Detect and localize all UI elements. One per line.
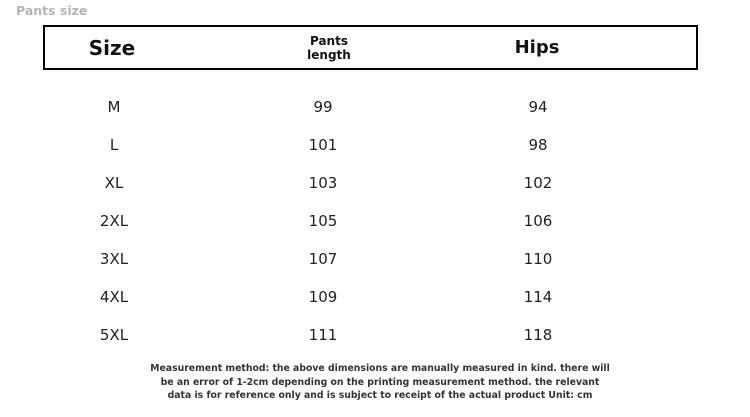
size-cell: 5XL <box>99 326 129 344</box>
header-size: Size <box>88 35 136 60</box>
hips-cell: 98 <box>528 136 548 154</box>
length-cell: 101 <box>308 136 338 154</box>
size-cell: 2XL <box>99 212 129 230</box>
size-table-header <box>43 25 698 70</box>
hips-cell: 106 <box>523 212 553 230</box>
hips-cell: 94 <box>528 98 548 116</box>
table-row <box>0 88 750 126</box>
table-row <box>0 278 750 316</box>
size-cell: L <box>109 136 119 154</box>
size-cell: 4XL <box>99 288 129 306</box>
header-hips: Hips <box>514 37 560 58</box>
size-cell: M <box>107 98 121 116</box>
length-cell: 107 <box>308 250 338 268</box>
length-cell: 111 <box>308 326 338 344</box>
page-label: Pants size <box>16 3 88 18</box>
table-row <box>0 202 750 240</box>
size-cell: XL <box>104 174 124 192</box>
length-cell: 103 <box>308 174 338 192</box>
hips-cell: 114 <box>523 288 553 306</box>
table-row <box>0 240 750 278</box>
length-cell: 105 <box>308 212 338 230</box>
size-cell: 3XL <box>99 250 129 268</box>
size-table-body <box>0 88 750 354</box>
measurement-note: Measurement method: the above dimensions are manually measured in kind. there will be an error of 1-2cm depending on the printing measurement method. the relevant data is for reference only and is subject to receipt of the actual product Unit: cm <box>150 363 610 401</box>
hips-cell: 102 <box>523 174 553 192</box>
hips-cell: 118 <box>523 326 553 344</box>
table-row <box>0 126 750 164</box>
table-row <box>0 316 750 354</box>
length-cell: 99 <box>313 98 333 116</box>
table-row <box>0 164 750 202</box>
header-pants-length: Pants length <box>307 33 351 62</box>
length-cell: 109 <box>308 288 338 306</box>
hips-cell: 110 <box>523 250 553 268</box>
